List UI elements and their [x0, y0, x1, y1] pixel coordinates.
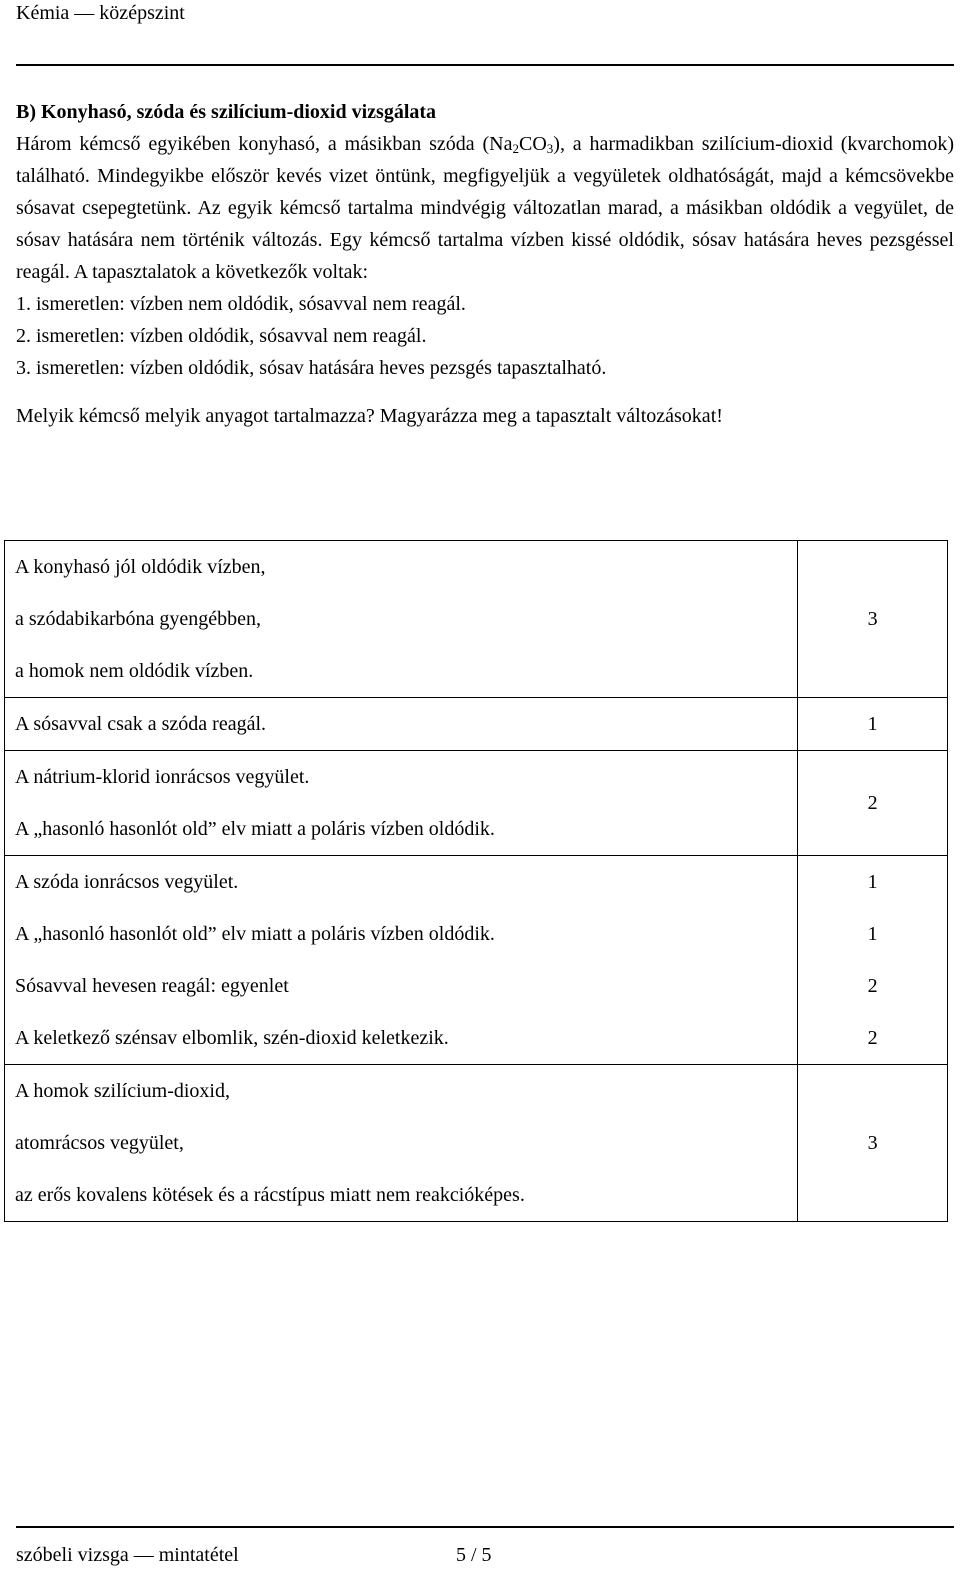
footer-rule: [16, 1526, 954, 1528]
answer-line: a szódabikarbóna gyengébben,: [15, 608, 262, 630]
answer-row-4: [5, 856, 948, 1065]
answer-text-cell: [5, 698, 798, 751]
question: Melyik kémcső melyik anyagot tartalmazza? Magyarázza meg a tapasztalt változásokat!: [16, 405, 723, 427]
score-value: 2: [867, 1027, 878, 1049]
page-number: 5 / 5: [456, 1544, 492, 1566]
answer-line: A „hasonló hasonlót old” elv miatt a poláris vízben oldódik.: [15, 818, 495, 840]
answer-line: A keletkező szénsav elbomlik, szén-dioxid keletkezik.: [15, 1027, 449, 1049]
observation-1: 1. ismeretlen: vízben nem oldódik, sósavval nem reagál.: [16, 293, 466, 315]
answer-table: [4, 540, 948, 1222]
page-header: [16, 0, 954, 26]
answer-line: a homok nem oldódik vízben.: [15, 660, 254, 682]
answer-line: Sósavval hevesen reagál: egyenlet: [15, 975, 289, 997]
score-value: 2: [867, 975, 878, 997]
score-value: 1: [867, 923, 878, 945]
answer-line: A homok szilícium-dioxid,: [15, 1080, 230, 1102]
answer-line: A sósavval csak a szóda reagál.: [15, 713, 267, 735]
observation-2: 2. ismeretlen: vízben oldódik, sósavval nem reagál.: [16, 325, 427, 347]
answer-text-cell: [5, 751, 798, 856]
footer-exam-label: szóbeli vizsga — mintatétel: [16, 1544, 239, 1566]
answer-line: A konyhasó jól oldódik vízben,: [15, 556, 266, 578]
score-cell: [798, 856, 948, 1065]
formula-subscript-2: 2: [512, 141, 519, 156]
task-description: [16, 128, 954, 288]
answer-row-1: [5, 541, 948, 698]
answer-line: A „hasonló hasonlót old” elv miatt a poláris vízben oldódik.: [15, 923, 495, 945]
formula-subscript-3: 3: [546, 141, 554, 156]
answer-line: atomrácsos vegyület,: [15, 1132, 184, 1154]
score-cell: 3: [798, 541, 948, 698]
header-title: Kémia — középszint: [16, 2, 185, 24]
formula-co: CO: [518, 133, 547, 155]
answer-text-cell: [5, 541, 798, 698]
score-cell: 3: [798, 1065, 948, 1222]
answer-row-3: [5, 751, 948, 856]
answer-row-5: [5, 1065, 948, 1222]
task-section: [16, 96, 954, 432]
section-title: B) Konyhasó, szóda és szilícium-dioxid vizsgálata: [16, 101, 437, 123]
score-cell: 2: [798, 751, 948, 856]
description-prefix: Három kémcső egyikében konyhasó, a másikban szóda (Na: [16, 133, 513, 155]
answer-text-cell: [5, 856, 798, 1065]
observation-3: 3. ismeretlen: vízben oldódik, sósav hatására heves pezsgés tapasztalható.: [16, 357, 607, 379]
score-cell: 1: [798, 698, 948, 751]
answer-row-2: [5, 698, 948, 751]
answer-line: A nátrium-klorid ionrácsos vegyület.: [15, 766, 310, 788]
answer-text-cell: [5, 1065, 798, 1222]
answer-line: A szóda ionrácsos vegyület.: [15, 871, 239, 893]
description-rest: ), a harmadikban szilícium-dioxid (kvarchomok) található. Mindegyikbe először kevés vizet öntünk, megfigyeljük a vegyületek oldhatóságát, majd a kémcsövekbe sósavat csepegtetünk. Az egyik kémcső tartalma mindvégig változatlan marad, a másikban oldódik a vegyület, de sósav hatására nem történik változás. Egy kémcső tartalma vízben kissé oldódik, sósav hatására heves pezsgéssel reagál. A tapasztalatok a következők voltak:: [16, 133, 955, 283]
answer-line: az erős kovalens kötések és a rácstípus miatt nem reakcióképes.: [15, 1184, 525, 1206]
score-value: 1: [867, 871, 878, 893]
header-rule: [16, 64, 954, 66]
